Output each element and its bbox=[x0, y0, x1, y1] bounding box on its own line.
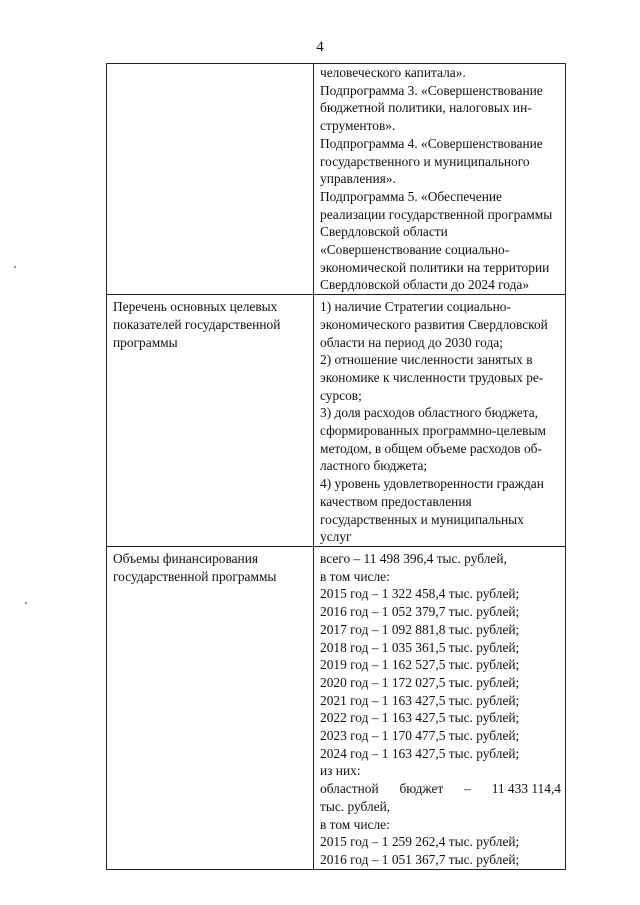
text-line: всего – 11 498 396,4 тыс. рублей, bbox=[320, 550, 507, 566]
table-row bbox=[107, 64, 566, 295]
text-line: 2017 год – 1 092 881,8 тыс. рублей; bbox=[320, 621, 520, 637]
text-line: 2021 год – 1 163 427,5 тыс. рублей; bbox=[320, 692, 520, 708]
text-line: Подпрограмма 4. «Совершенствование bbox=[320, 135, 543, 151]
text-line: Свердловской области bbox=[320, 224, 448, 240]
row-label-cell bbox=[107, 295, 314, 547]
text-line: ластного бюджета; bbox=[320, 458, 428, 474]
row-value-cell bbox=[314, 64, 566, 295]
text-line: 2015 год – 1 259 262,4 тыс. рублей; bbox=[320, 834, 520, 850]
text-line: человеческого капитала». bbox=[320, 65, 466, 80]
text-line: 2024 год – 1 163 427,5 тыс. рублей; bbox=[320, 745, 520, 761]
text-word: областной bbox=[320, 781, 379, 797]
row-label-cell bbox=[107, 546, 314, 869]
text-line: области на период до 2030 года; bbox=[320, 334, 503, 350]
text-line: 2020 год – 1 172 027,5 тыс. рублей; bbox=[320, 674, 520, 690]
text-line: «Совершенствование социально- bbox=[320, 242, 510, 258]
row-value-cell bbox=[314, 295, 566, 547]
text-line: показателей государственной bbox=[113, 316, 281, 332]
table-row bbox=[107, 546, 566, 869]
text-line: из них: bbox=[320, 763, 361, 779]
table-row bbox=[107, 295, 566, 547]
text-line: услуг bbox=[320, 529, 352, 545]
text-line: сурсов; bbox=[320, 387, 362, 403]
scan-speck bbox=[14, 266, 16, 268]
scan-speck bbox=[25, 602, 27, 604]
text-line: тыс. рублей, bbox=[320, 798, 391, 814]
text-line: 2018 год – 1 035 361,5 тыс. рублей; bbox=[320, 639, 520, 655]
text-line: 4) уровень удовлетворенности граждан bbox=[320, 476, 544, 492]
row-value-cell bbox=[314, 546, 566, 869]
text-line: в том числе: bbox=[320, 816, 390, 832]
text-line: Подпрограмма 3. «Совершенствование bbox=[320, 82, 543, 98]
text-line: 2015 год – 1 322 458,4 тыс. рублей; bbox=[320, 586, 520, 602]
text-line: государственного и муниципального bbox=[320, 153, 530, 169]
text-line: реализации государственной программы bbox=[320, 206, 553, 222]
text-line: Свердловской области до 2024 года» bbox=[320, 277, 530, 293]
text-line: государственной программы bbox=[113, 568, 277, 584]
text-line: струментов». bbox=[320, 118, 396, 134]
text-line: 1) наличие Стратегии социально- bbox=[320, 299, 511, 315]
text-line: Подпрограмма 5. «Обеспечение bbox=[320, 188, 502, 204]
text-line: в том числе: bbox=[320, 568, 390, 584]
text-line: экономического развития Свердловской bbox=[320, 316, 548, 332]
text-line: 2023 год – 1 170 477,5 тыс. рублей; bbox=[320, 728, 520, 744]
text-line bbox=[320, 780, 561, 798]
text-line: качеством предоставления bbox=[320, 493, 472, 509]
text-line: методом, в общем объеме расходов об- bbox=[320, 440, 542, 456]
text-line: Объемы финансирования bbox=[113, 550, 259, 566]
text-line: 2016 год – 1 051 367,7 тыс. рублей; bbox=[320, 851, 520, 867]
text-word: 11 433 114,4 bbox=[491, 781, 561, 797]
text-line: Перечень основных целевых bbox=[113, 299, 278, 315]
row-label-cell bbox=[107, 64, 314, 295]
text-line: 2022 год – 1 163 427,5 тыс. рублей; bbox=[320, 710, 520, 726]
text-line: государственных и муниципальных bbox=[320, 511, 524, 527]
text-line: сформированных программно-целевым bbox=[320, 423, 546, 439]
text-line: экономике к численности трудовых ре- bbox=[320, 369, 544, 385]
program-passport-table bbox=[106, 63, 566, 870]
text-line: бюджетной политики, налоговых ин- bbox=[320, 100, 532, 116]
text-line: 2016 год – 1 052 379,7 тыс. рублей; bbox=[320, 604, 520, 620]
text-line: экономической политики на территории bbox=[320, 259, 550, 275]
text-word: – bbox=[464, 781, 471, 797]
page-number: 4 bbox=[316, 39, 324, 55]
text-line: 2) отношение численности занятых в bbox=[320, 352, 533, 368]
text-line: 3) доля расходов областного бюджета, bbox=[320, 405, 539, 421]
text-line: управления». bbox=[320, 171, 396, 187]
text-word: бюджет bbox=[399, 781, 444, 797]
text-line: 2019 год – 1 162 527,5 тыс. рублей; bbox=[320, 657, 520, 673]
text-line: программы bbox=[113, 334, 178, 350]
